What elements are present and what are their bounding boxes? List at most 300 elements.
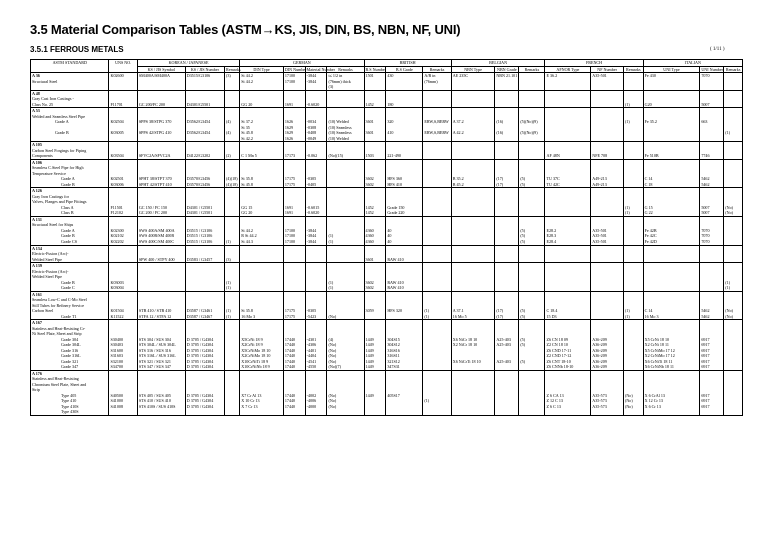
table-cell: Fe 510B: [643, 153, 700, 159]
table-cell: S34700: [109, 364, 137, 370]
table-cell: (76mm) thick: [327, 79, 364, 85]
table-cell: X6 NiCrTi 18 10: [451, 359, 495, 365]
table-cell: (2): [225, 153, 240, 159]
table-cell: R St 44.2: [240, 233, 284, 239]
table-cell: D 3705 / G4304: [185, 353, 224, 359]
table-cell: 410: [386, 130, 423, 136]
row-label-cell: Type 410: [31, 398, 109, 404]
table-cell: St 42.2: [240, 136, 284, 142]
table-cell: (1): [423, 308, 451, 314]
table-cell: (No): [724, 308, 743, 314]
table-cell: St 35.8: [240, 308, 284, 314]
row-label-cell: Stainless and Heat-Resisting Cr-: [31, 326, 109, 332]
table-cell: SPHT 38/STPT 370: [137, 176, 185, 182]
table-cell: 316S16: [386, 348, 423, 354]
table-cell: 1449: [364, 348, 386, 354]
table-cell: (16): [495, 130, 519, 136]
table-cell: 1691: [283, 210, 305, 216]
table-cell: D3570/G3456: [185, 176, 224, 182]
table-cell: D 3705 / G4304: [185, 364, 224, 370]
table-cell: A35-573: [591, 404, 624, 410]
table-cell: [305, 409, 327, 415]
table-cell: 304S15: [386, 337, 423, 343]
table-cell: ERW,S,BERW: [423, 130, 451, 136]
table-cell: GC 150 / FC 150: [137, 205, 185, 211]
row-label-cell: A 36: [31, 73, 109, 79]
table-row: [31, 409, 743, 415]
table-cell: 5462: [700, 308, 724, 314]
table-cell: 17440: [283, 359, 305, 365]
table-cell: 1629: [283, 130, 305, 136]
table-cell: [109, 409, 137, 415]
table-cell: 7070: [700, 73, 724, 79]
col-header: Remarks: [724, 66, 743, 73]
table-cell: (76mm): [423, 79, 451, 85]
table-cell: A35-501: [591, 73, 624, 79]
table-cell: D3515 / G3106: [185, 239, 224, 245]
table-cell: 17100: [283, 233, 305, 239]
table-cell: K01504: [109, 308, 137, 314]
table-cell: K03004: [109, 285, 137, 291]
table-cell: -3844: [305, 73, 327, 79]
table-cell: (3): [327, 84, 364, 90]
group-french-header: FRENCH: [545, 60, 643, 67]
table-cell: (1): [623, 210, 643, 216]
row-label-cell: A 139: [31, 263, 109, 269]
table-cell: D4301 / G5501: [185, 205, 224, 211]
table-cell: SFVC2A/SFVC2A: [137, 153, 185, 159]
table-cell: (4): [327, 337, 364, 343]
row-label-cell: Grade 347: [31, 364, 109, 370]
table-cell: 7070: [700, 233, 724, 239]
table-cell: 17440: [283, 364, 305, 370]
table-cell: 17175: [283, 176, 305, 182]
table-cell: X2CrNiMo 18 10: [240, 353, 284, 359]
row-label-cell: Grade B: [31, 182, 109, 188]
row-label-cell: Grade C: [31, 285, 109, 291]
table-cell: X6 CrNiNb 18 11: [643, 364, 700, 370]
table-cell: (10) Seamless: [327, 125, 364, 131]
table-cell: STS 410S / SUS 410S: [137, 404, 185, 410]
table-cell: (1): [327, 280, 364, 286]
row-label-cell: Strip: [31, 387, 109, 393]
table-cell: 7746: [700, 153, 724, 159]
table-cell: -0305: [305, 176, 327, 182]
table-cell: [327, 409, 364, 415]
table-cell: 17440: [283, 398, 305, 404]
table-cell: A36-209: [591, 359, 624, 365]
table-cell: (5)(No)(9): [519, 130, 545, 136]
group-german-header: GERMAN: [240, 60, 364, 67]
table-cell: Fe 35.2: [643, 119, 700, 125]
table-cell: X2 CrNi 18 11: [643, 342, 700, 348]
table-cell: Fe 42B: [643, 228, 700, 234]
table-cell: -0405: [305, 182, 327, 188]
table-cell: (17): [495, 308, 519, 314]
row-label-cell: A 53: [31, 108, 109, 114]
col-header: NF Number: [591, 66, 624, 73]
table-cell: (4)(18): [225, 176, 240, 182]
row-label-cell: Welded Steel Pipe: [31, 257, 109, 263]
table-cell: 3602: [364, 176, 386, 182]
table-cell: G20: [643, 102, 700, 108]
table-cell: 1691: [283, 102, 305, 108]
table-cell: [451, 409, 495, 415]
table-cell: St 37.2: [240, 119, 284, 125]
col-astm-header: ASTM STANDARD: [31, 60, 109, 73]
table-cell: 1626: [283, 119, 305, 125]
table-cell: 6917: [700, 348, 724, 354]
table-cell: -3844: [305, 228, 327, 234]
table-cell: Z2 CND 17-12: [545, 353, 591, 359]
col-header: DIN Type: [240, 66, 284, 73]
table-cell: 7070: [700, 239, 724, 245]
table-cell: A36-209: [591, 348, 624, 354]
table-cell: HFS 360: [386, 176, 423, 182]
table-cell: S31600: [109, 348, 137, 354]
table-cell: -0.6020: [305, 210, 327, 216]
col-header: Remarks: [423, 66, 451, 73]
table-cell: St 44.3: [240, 239, 284, 245]
table-cell: 17100: [283, 79, 305, 85]
row-label-cell: Gray Cast Iron Castings -: [31, 96, 109, 102]
table-cell: 17175: [283, 308, 305, 314]
table-cell: Grade 150: [386, 205, 423, 211]
table-cell: 180: [386, 102, 423, 108]
table-cell: (1): [623, 102, 643, 108]
table-cell: K03504: [109, 153, 137, 159]
table-cell: D 3705 / G4304: [185, 337, 224, 343]
table-cell: K03003: [109, 280, 137, 286]
table-cell: 17440: [283, 337, 305, 343]
table-cell: X 12 Cr 13: [643, 398, 700, 404]
table-cell: D3583 / G3457: [185, 257, 224, 263]
table-cell: AE 235C: [451, 73, 495, 79]
table-cell: D3587 / G3467: [185, 314, 224, 320]
table-cell: (17): [495, 314, 519, 320]
table-cell: D3562/G3454: [185, 130, 224, 136]
table-cell: X10CrNiNb 18 9: [240, 364, 284, 370]
col-header: DIN Number: [284, 66, 307, 72]
table-cell: Grade 220: [386, 210, 423, 216]
table-cell: K02202: [109, 239, 137, 245]
table-cell: A 42.2: [451, 130, 495, 136]
table-cell: 17175: [283, 314, 305, 320]
table-cell: (1): [225, 308, 240, 314]
row-label-cell: Grade 304L: [31, 342, 109, 348]
table-cell: (No): [327, 398, 364, 404]
table-cell: TU 42C: [545, 182, 591, 188]
table-cell: S41000: [109, 398, 137, 404]
table-cell: B 45.2: [451, 182, 495, 188]
table-cell: RAW 410: [386, 285, 423, 291]
table-cell: (1): [327, 285, 364, 291]
col-header: NBN Type: [451, 66, 495, 73]
col-header: KS / JIS Symbol: [137, 66, 185, 73]
table-cell: St 44.2: [240, 79, 284, 85]
table-cell: (5)(No)(9): [519, 119, 545, 125]
table-cell: (1): [623, 119, 643, 125]
row-label-cell: Stainless and Heat-Resisting: [31, 376, 109, 382]
table-cell: -4550: [305, 364, 327, 370]
row-label-cell: A 176: [31, 370, 109, 376]
table-cell: A49-213: [591, 182, 624, 188]
table-cell: (No): [327, 404, 364, 410]
table-cell: (No): [327, 359, 364, 365]
col-header: B.S Grade: [386, 66, 423, 73]
table-cell: (3): [225, 73, 240, 79]
table-cell: [364, 409, 386, 415]
table-cell: HFS 320: [386, 308, 423, 314]
table-cell: HFS 410: [386, 182, 423, 188]
table-cell: Z6 CNT 18-10: [545, 359, 591, 365]
table-cell: A35-573: [591, 393, 624, 399]
table-cell: GC 200/FC 200: [137, 102, 185, 108]
table-cell: X2 NiCr 18 10: [451, 342, 495, 348]
table-cell: (1): [423, 314, 451, 320]
row-label-cell: Grade B: [31, 280, 109, 286]
table-cell: K02501: [109, 176, 137, 182]
table-cell: X6 CrNiTi 18 11: [643, 359, 700, 365]
table-cell: SWS 400B/SM 400B: [137, 233, 185, 239]
table-cell: 3602: [364, 280, 386, 286]
table-cell: A25-403: [495, 359, 519, 365]
table-cell: X 6 CrAl 13: [643, 393, 700, 399]
table-cell: GG 20: [240, 210, 284, 216]
table-cell: Z6 CND 17-11: [545, 348, 591, 354]
col-uns-header: UNS NO.: [109, 60, 137, 73]
table-cell: 40: [386, 233, 423, 239]
table-cell: (1): [423, 398, 451, 404]
row-label-cell: Type 405: [31, 393, 109, 399]
table-cell: (17): [495, 176, 519, 182]
row-label-cell: Temperature Service: [31, 171, 109, 177]
table-cell: 17440: [283, 353, 305, 359]
table-cell: SPW 400 / STPY 400: [137, 257, 185, 263]
table-cell: NBN 21.101: [496, 73, 518, 79]
table-cell: 16 Mo 3: [240, 314, 284, 320]
table-cell: 1691: [283, 205, 305, 211]
row-label-cell: Grade A: [31, 228, 109, 234]
table-cell: -4541: [305, 359, 327, 365]
table-cell: 17100: [283, 228, 305, 234]
table-cell: 1501: [364, 73, 386, 79]
table-cell: 405S17: [386, 393, 423, 399]
col-header: Remarks: [226, 66, 241, 72]
table-cell: STS 405 / SUS 405: [137, 393, 185, 399]
page-number: ( 1/11 ): [710, 47, 725, 52]
table-cell: 17440: [283, 342, 305, 348]
table-cell: D3587 / G3461: [185, 308, 224, 314]
group-belgian-header: BELGIAN: [451, 60, 545, 67]
table-cell: C 14: [643, 176, 700, 182]
row-label-cell: Grade B: [31, 233, 109, 239]
row-label-cell: Class B: [31, 210, 109, 216]
table-cell: (1): [623, 308, 643, 314]
table-cell: STS 304L / SUS 304L: [137, 342, 185, 348]
table-cell: (5): [519, 176, 545, 182]
table-cell: X5 CrNi 18 10: [643, 337, 700, 343]
table-cell: 5462: [700, 182, 724, 188]
col-header: KS / JIS Number: [185, 66, 224, 73]
table-cell: X 10 Cr 13: [240, 398, 284, 404]
table-cell: A25-403: [495, 342, 519, 348]
table-cell: D 3705 / G4304: [185, 398, 224, 404]
table-cell: 321S12: [386, 359, 423, 365]
table-cell: (16): [495, 119, 519, 125]
table-cell: D 3705 / G4304: [185, 359, 224, 365]
row-label-cell: Electric-Fusion (Arc)-: [31, 269, 109, 275]
row-label-cell: A 126: [31, 188, 109, 194]
table-cell: K02504: [109, 119, 137, 125]
table-cell: -3844: [305, 79, 327, 85]
table-cell: (5): [519, 337, 545, 343]
table-cell: 3601: [364, 130, 386, 136]
row-label-cell: Electric-Fusion (Arc)-: [31, 251, 109, 257]
table-cell: (5): [519, 314, 545, 320]
table-cell: A36-209: [591, 337, 624, 343]
table-cell: (No): [327, 393, 364, 399]
table-cell: X5 CrNiMo 17 12: [643, 348, 700, 354]
row-label-cell: A 48: [31, 90, 109, 96]
col-header: Remarks: [519, 66, 545, 73]
table-cell: Z 12 C 13: [545, 398, 591, 404]
table-cell: SPHT 42/STPT 410: [137, 182, 185, 188]
table-cell: (4)(18): [225, 182, 240, 188]
table-cell: STS 347 / SUS 347: [137, 364, 185, 370]
table-cell: -0308: [305, 125, 327, 131]
row-label-cell: Seamless C.Steel Pipe for High: [31, 165, 109, 171]
page-title: 3.5 Material Comparison Tables (ASTM→KS, JIS, DIN, BS, NBN, NF, UNI): [30, 22, 461, 37]
table-cell: Z6 CNNb 18-10: [545, 364, 591, 370]
table-cell: -4002: [305, 393, 327, 399]
col-header: B.S Number: [365, 66, 386, 72]
table-cell: D3515 / G3106: [185, 228, 224, 234]
table-cell: (5): [519, 182, 545, 188]
table-cell: RAW 410: [386, 280, 423, 286]
table-cell: St 45.8: [240, 182, 284, 188]
table-cell: S32100: [109, 359, 137, 365]
col-header: Remarks: [327, 66, 364, 73]
row-label-cell: Seamless Low-C and C-Mo Steel: [31, 297, 109, 303]
table-cell: (3): [225, 257, 240, 263]
table-cell: (5): [519, 233, 545, 239]
table-cell: A/B in: [423, 73, 451, 79]
table-cell: -4404: [305, 353, 327, 359]
table-cell: -5423: [305, 314, 327, 320]
table-cell: 5007: [700, 210, 724, 216]
table-cell: -0.062: [305, 153, 327, 159]
table-cell: [643, 409, 700, 415]
table-cell: A35-501: [591, 228, 624, 234]
table-cell: 16 Mo 3: [643, 314, 700, 320]
comparison-table: [30, 59, 743, 416]
table-cell: Fe 42C: [643, 233, 700, 239]
table-cell: Fe 430: [643, 73, 700, 79]
group-british-header: BRITISH: [364, 60, 451, 67]
table-cell: 40: [386, 228, 423, 234]
table-cell: (No)(7): [327, 364, 364, 370]
table-cell: GG 15: [240, 205, 284, 211]
table-cell: S31603: [109, 353, 137, 359]
table-cell: 5462: [700, 314, 724, 320]
table-cell: G 22: [643, 210, 700, 216]
table-cell: t≤ 1/2 in: [327, 73, 364, 79]
table-cell: 5007: [700, 102, 724, 108]
table-cell: (No): [724, 210, 743, 216]
table-cell: F11501: [109, 205, 137, 211]
table-cell: [495, 409, 519, 415]
row-label-cell: Valves, Flanges and Pipe Fittings: [31, 199, 109, 205]
table-cell: D 3705 / G4304: [185, 404, 224, 410]
table-cell: (5): [519, 308, 545, 314]
table-cell: TU 37C: [545, 176, 591, 182]
table-cell: (10) Seamless: [327, 130, 364, 136]
table-cell: -4301: [305, 337, 327, 343]
table-cell: GC 200 / FC 200: [137, 210, 185, 216]
row-label-cell: A 105: [31, 142, 109, 148]
table-cell: -0408: [305, 130, 327, 136]
table-cell: X 7 Cr 13: [240, 404, 284, 410]
table-cell: 4360: [364, 233, 386, 239]
table-cell: K02600: [109, 73, 137, 79]
row-label-cell: Class A: [31, 205, 109, 211]
table-cell: STFA 12 / STFA 12: [137, 314, 185, 320]
table-cell: (4): [225, 130, 240, 136]
table-cell: Z 6 C 13: [545, 404, 591, 410]
table-cell: (No): [327, 314, 364, 320]
table-cell: Z2 CN 18 10: [545, 342, 591, 348]
table-cell: C 18: [643, 182, 700, 188]
table-cell: X 6 Cr 13: [643, 404, 700, 410]
table-cell: 221-490: [386, 153, 423, 159]
table-cell: 1449: [364, 337, 386, 343]
table-cell: [700, 409, 724, 415]
table-cell: A 37.1: [451, 308, 495, 314]
table-cell: 6917: [700, 359, 724, 365]
table-cell: 6917: [700, 342, 724, 348]
table-cell: -0034: [305, 119, 327, 125]
table-cell: St 44.2: [240, 228, 284, 234]
table-cell: A25-403: [495, 337, 519, 343]
table-cell: [623, 409, 643, 415]
table-cell: 17440: [283, 393, 305, 399]
table-cell: (5): [519, 228, 545, 234]
table-cell: 17173: [283, 153, 305, 159]
table-cell: (1): [724, 285, 743, 291]
table-cell: 320: [386, 119, 423, 125]
table-cell: K02102: [109, 233, 137, 239]
table-cell: A36-209: [591, 353, 624, 359]
row-label-cell: A 131: [31, 216, 109, 222]
row-label-cell: A 106: [31, 159, 109, 165]
table-cell: D 3705 / G4304: [185, 393, 224, 399]
table-cell: C 18.4: [545, 308, 591, 314]
table-cell: (1): [623, 205, 643, 211]
table-cell: [545, 409, 591, 415]
table-cell: (1): [623, 314, 643, 320]
table-cell: STS 316L / SUS 316L: [137, 353, 185, 359]
table-cell: 16 Mo 5: [451, 314, 495, 320]
table-cell: X6 NiCr 18 10: [451, 337, 495, 343]
table-cell: K03006: [109, 182, 137, 188]
table-cell: RAW 410: [386, 257, 423, 263]
table-cell: 1626: [283, 136, 305, 142]
table-cell: S30403: [109, 342, 137, 348]
table-cell: 3601: [364, 119, 386, 125]
table-cell: X7 Cr Al 13: [240, 393, 284, 399]
table-cell: GG 20: [240, 102, 284, 108]
